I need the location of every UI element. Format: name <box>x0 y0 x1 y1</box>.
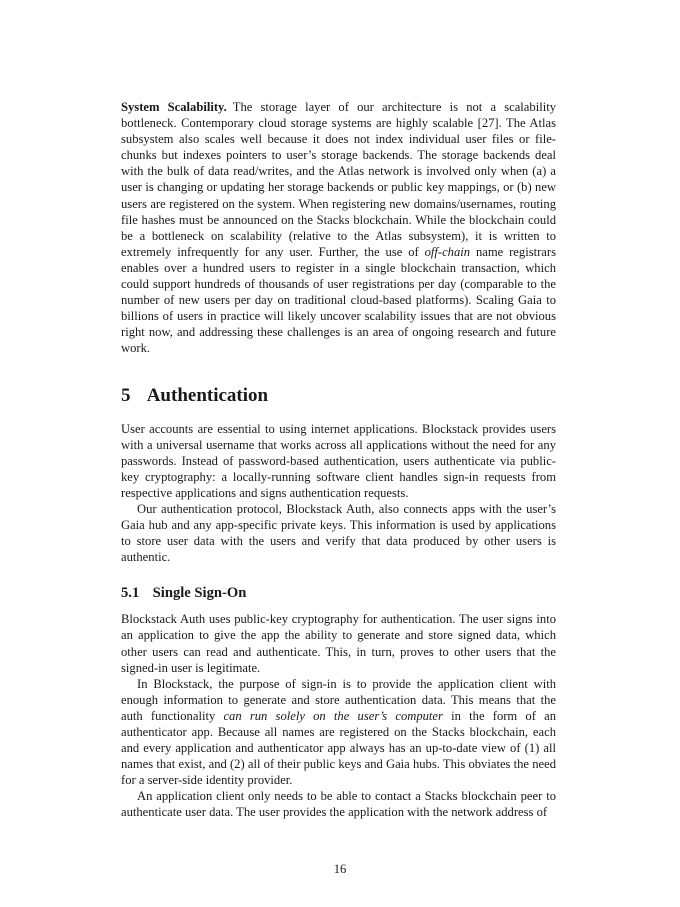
page-body <box>121 99 556 821</box>
paragraph: User accounts are essential to using internet applications. Blockstack provides users with a universal username that works across all applications without the need for any passwords. Instead of password-based authentication, users authenticate via public-key cryptography: a locally-running software client handles sign-in requests from respective applications and signs authentication requests. <box>121 421 556 500</box>
italic-phrase: can run solely on the user’s computer <box>223 708 443 723</box>
paragraph-text: The storage layer of our architecture is not a scalability bottleneck. Contemporary cloud storage systems are highly scalable [27]. The Atlas subsystem also scales well because it does not index individual user files or file-chunks but indexes pointers to user’s storage backends. The storage backends deal with the bulk of data read/writes, and the Atlas network is involved only when (a) a user is changing or updating her storage backends or public key mappings, or (b) new users are registered on the system. When registering new domains/usernames, routing file hashes must be announced on the Stacks blockchain. While the blockchain could be a bottleneck on scalability (relative to the Atlas subsystem), it is written to extremely infrequently for any user. Further, the use of <box>121 100 556 259</box>
section-number: 5 <box>121 384 131 406</box>
paragraph <box>121 676 556 789</box>
page-number: 16 <box>333 861 347 876</box>
paragraph-text: in the form of an authenticator app. Because all names are registered on the Stacks blockchain, each and every application and authenticator app always has an up-to-date view of (1) all names that exist, and (2) all of their public keys and Gaia hubs. This obviates the need for a server-side identity provider. <box>121 708 557 788</box>
paragraph: Our authentication protocol, Blockstack Auth, also connects apps with the user’s Gaia hub and any app-specific private keys. This information is used by applications to store user data with the users and verify that data produced by other users is authentic. <box>121 501 556 565</box>
paragraph-text: name registrars enables over a hundred users to register in a single blockchain transaction, which could support hundreds of thousands of user registrations per day (comparable to the number of new users per day on traditional cloud-based platforms). Scaling Gaia to billions of users in practice will likely uncover scalability issues that are not obvious right now, and addressing these challenges is an area of ongoing research and future work. <box>121 244 556 356</box>
section-heading <box>121 385 556 407</box>
runin-heading: System Scalability. <box>121 100 227 114</box>
subsection-heading <box>121 584 556 602</box>
paragraph: An application client only needs to be able to contact a Stacks blockchain peer to authenticate user data. The user provides the application with the network address of <box>121 789 556 820</box>
system-scalability-paragraph <box>121 99 556 357</box>
paragraph: Blockstack Auth uses public-key cryptography for authentication. The user signs into an application to give the app the ability to generate and store signed data, which other users can read and authenticate. This, in turn, proves to other users that the signed-in user is legitimate. <box>121 612 556 675</box>
subsection-title: Single Sign-On <box>152 585 247 602</box>
italic-term: off-chain <box>424 244 471 259</box>
section-title: Authentication <box>146 384 269 406</box>
subsection-number: 5.1 <box>121 585 140 602</box>
paragraph-text: In Blockstack, the purpose of sign-in is to provide the application client with enough information to generate and store authentication data. This means that the auth functionality <box>121 676 556 723</box>
